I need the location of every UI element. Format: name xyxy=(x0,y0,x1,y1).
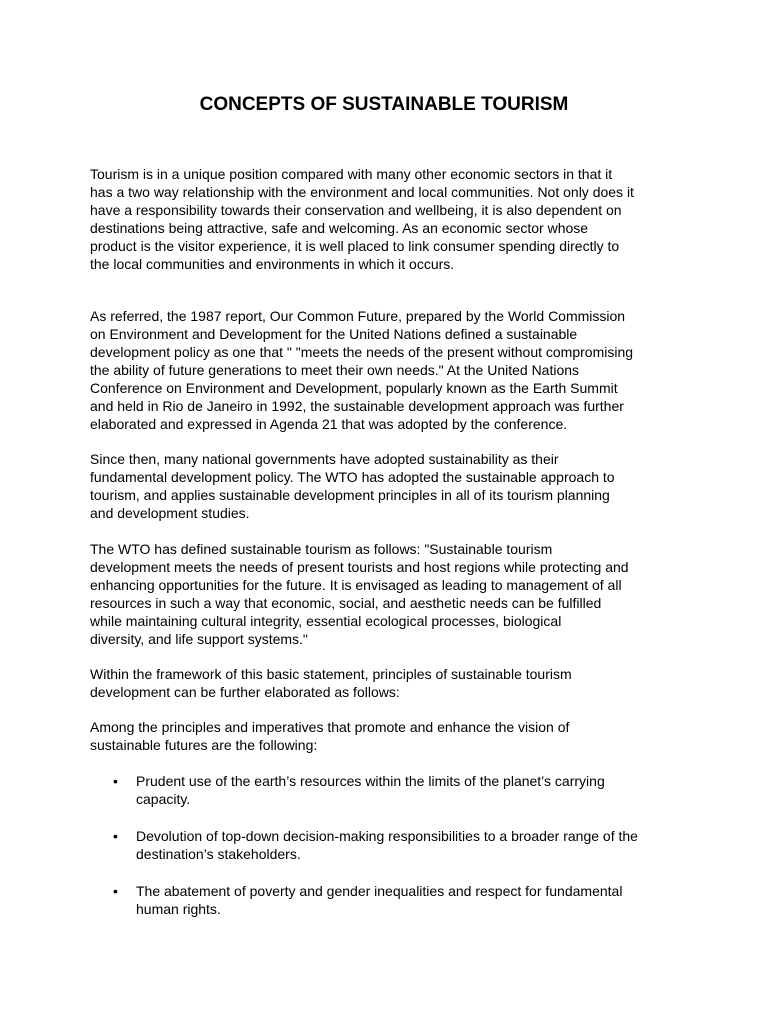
list-item-text: The abatement of poverty and gender inequalities and respect for fundamental human rights. xyxy=(136,883,623,917)
paragraph-wto-definition: The WTO has defined sustainable tourism as follows: "Sustainable tourism development meets the needs of present tourists and host regions while protecting and enhancing opportunities for the future. It is envisaged as leading to management of all resources in such a way that economic, social, and aesthetic needs can be fulfilled while maintaining cultural integrity, essential ecological processes, biological diversity, and life support systems." xyxy=(90,541,629,647)
page-title: CONCEPTS OF SUSTAINABLE TOURISM xyxy=(199,94,569,115)
paragraph-common-future: As referred, the 1987 report, Our Common Future, prepared by the World Commission on Environment and Development for the United Nations defined a sustainable development policy as one that " "meets the needs of the present without compromising the ability of future generations to meet their own needs." At the United Nations Conference on Environment and Development, popularly known as the Earth Summit and held in Rio de Janeiro in 1992, the sustainable development approach was further elaborated and expressed in Agenda 21 that was adopted by the conference. xyxy=(90,308,634,432)
paragraph-intro: Tourism is in a unique position compared with many other economic sectors in that it has a two way relationship with the environment and local communities. Not only does it have a responsibility towards their conservation and wellbeing, it is also dependent on destinations being attractive, safe and welcoming. As an economic sector whose product is the visitor experience, it is well placed to link consumer spending directly to the local communities and environments in which it occurs. xyxy=(90,166,634,272)
paragraph-framework: Within the framework of this basic statement, principles of sustainable tourism development can be further elaborated as follows: xyxy=(90,666,572,700)
bullet-icon: • xyxy=(113,773,118,789)
list-item-text: Prudent use of the earth’s resources within the limits of the planet’s carrying capacity. xyxy=(136,773,605,807)
paragraph-national-governments: Since then, many national governments have adopted sustainability as their fundamental development policy. The WTO has adopted the sustainable approach to tourism, and applies sustainable development principles in all of its tourism planning and development studies. xyxy=(90,451,615,521)
paragraph-principles-intro: Among the principles and imperatives that promote and enhance the vision of sustainable futures are the following: xyxy=(90,719,570,753)
bullet-icon: • xyxy=(113,883,118,899)
bullet-icon: • xyxy=(113,828,118,844)
list-item-text: Devolution of top-down decision-making responsibilities to a broader range of the destination’s stakeholders. xyxy=(136,828,638,862)
